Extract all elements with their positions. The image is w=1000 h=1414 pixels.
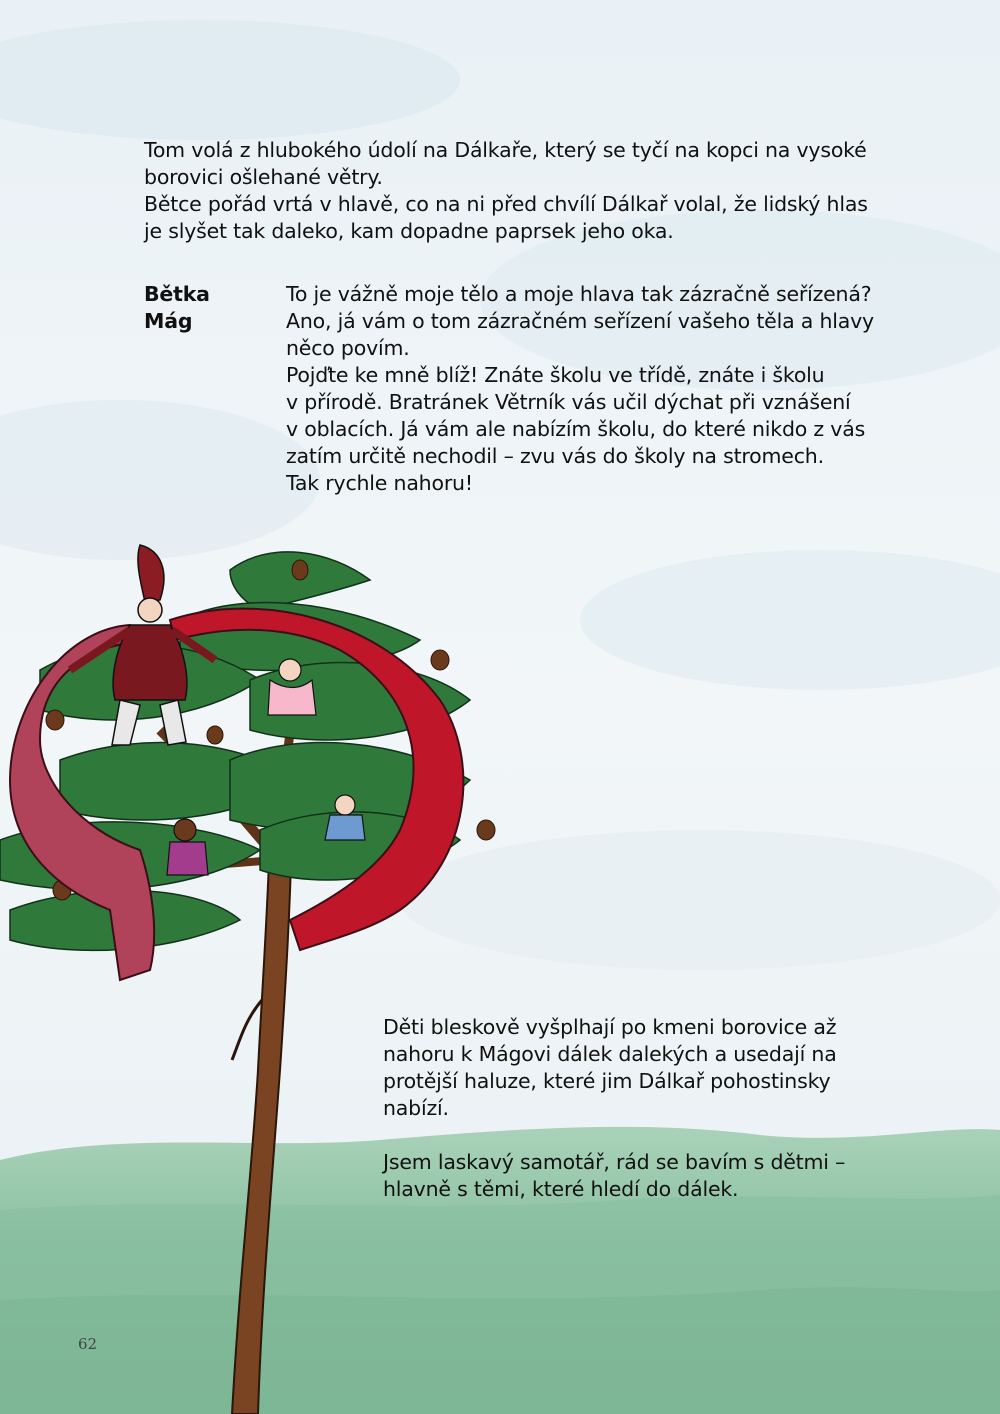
intro-line: je slyšet tak daleko, kam dopadne paprsek jeho oka. [144,219,674,243]
speech-line: Pojďte ke mně blíž! Znáte školu ve třídě, znáte i školu [286,363,825,387]
speech-line: něco povím. [286,336,410,360]
speech-line: zatím určitě nechodil – zvu vás do školy na stromech. [286,444,824,468]
speech-line: v přírodě. Bratránek Větrník vás učil dýchat při vznášení [286,390,851,414]
closing-line: nahoru k Mágovi dálek dalekých a usedají na [383,1042,837,1066]
dialogue-speech [286,281,886,497]
closing-line: nabízí. [383,1096,449,1120]
speaker-mag: Mág [144,309,193,333]
closing-paragraph [383,1014,863,1203]
speech-line: Tak rychle nahoru! [286,471,473,495]
speaker-betka: Bětka [144,282,210,306]
intro-paragraph [144,137,904,245]
closing-line: Děti bleskově vyšplhají po kmeni borovice až [383,1015,837,1039]
pine-tree-illustration [0,530,560,1414]
speech-line: v oblacích. Já vám ale nabízím školu, do které nikdo z vás [286,417,866,441]
intro-line: borovici ošlehané větry. [144,165,383,189]
closing-line: hlavně s těmi, které hledí do dálek. [383,1177,739,1201]
speaker-names [144,281,210,335]
tree-trunk [232,830,292,1414]
speech-line: Ano, já vám o tom zázračném seřízení vašeho těla a hlavy [286,309,874,333]
intro-line: Bětce pořád vrtá v hlavě, co na ni před chvílí Dálkař volal, že lidský hlas [144,192,868,216]
closing-line: Jsem laskavý samotář, rád se bavím s dětmi – [383,1150,846,1174]
intro-line: Tom volá z hlubokého údolí na Dálkaře, který se tyčí na kopci na vysoké [144,138,867,162]
speech-line: To je vážně moje tělo a moje hlava tak zázračně seřízená? [286,282,872,306]
page-number: 62 [78,1335,98,1353]
closing-line: protější haluze, které jim Dálkař pohostinsky [383,1069,831,1093]
